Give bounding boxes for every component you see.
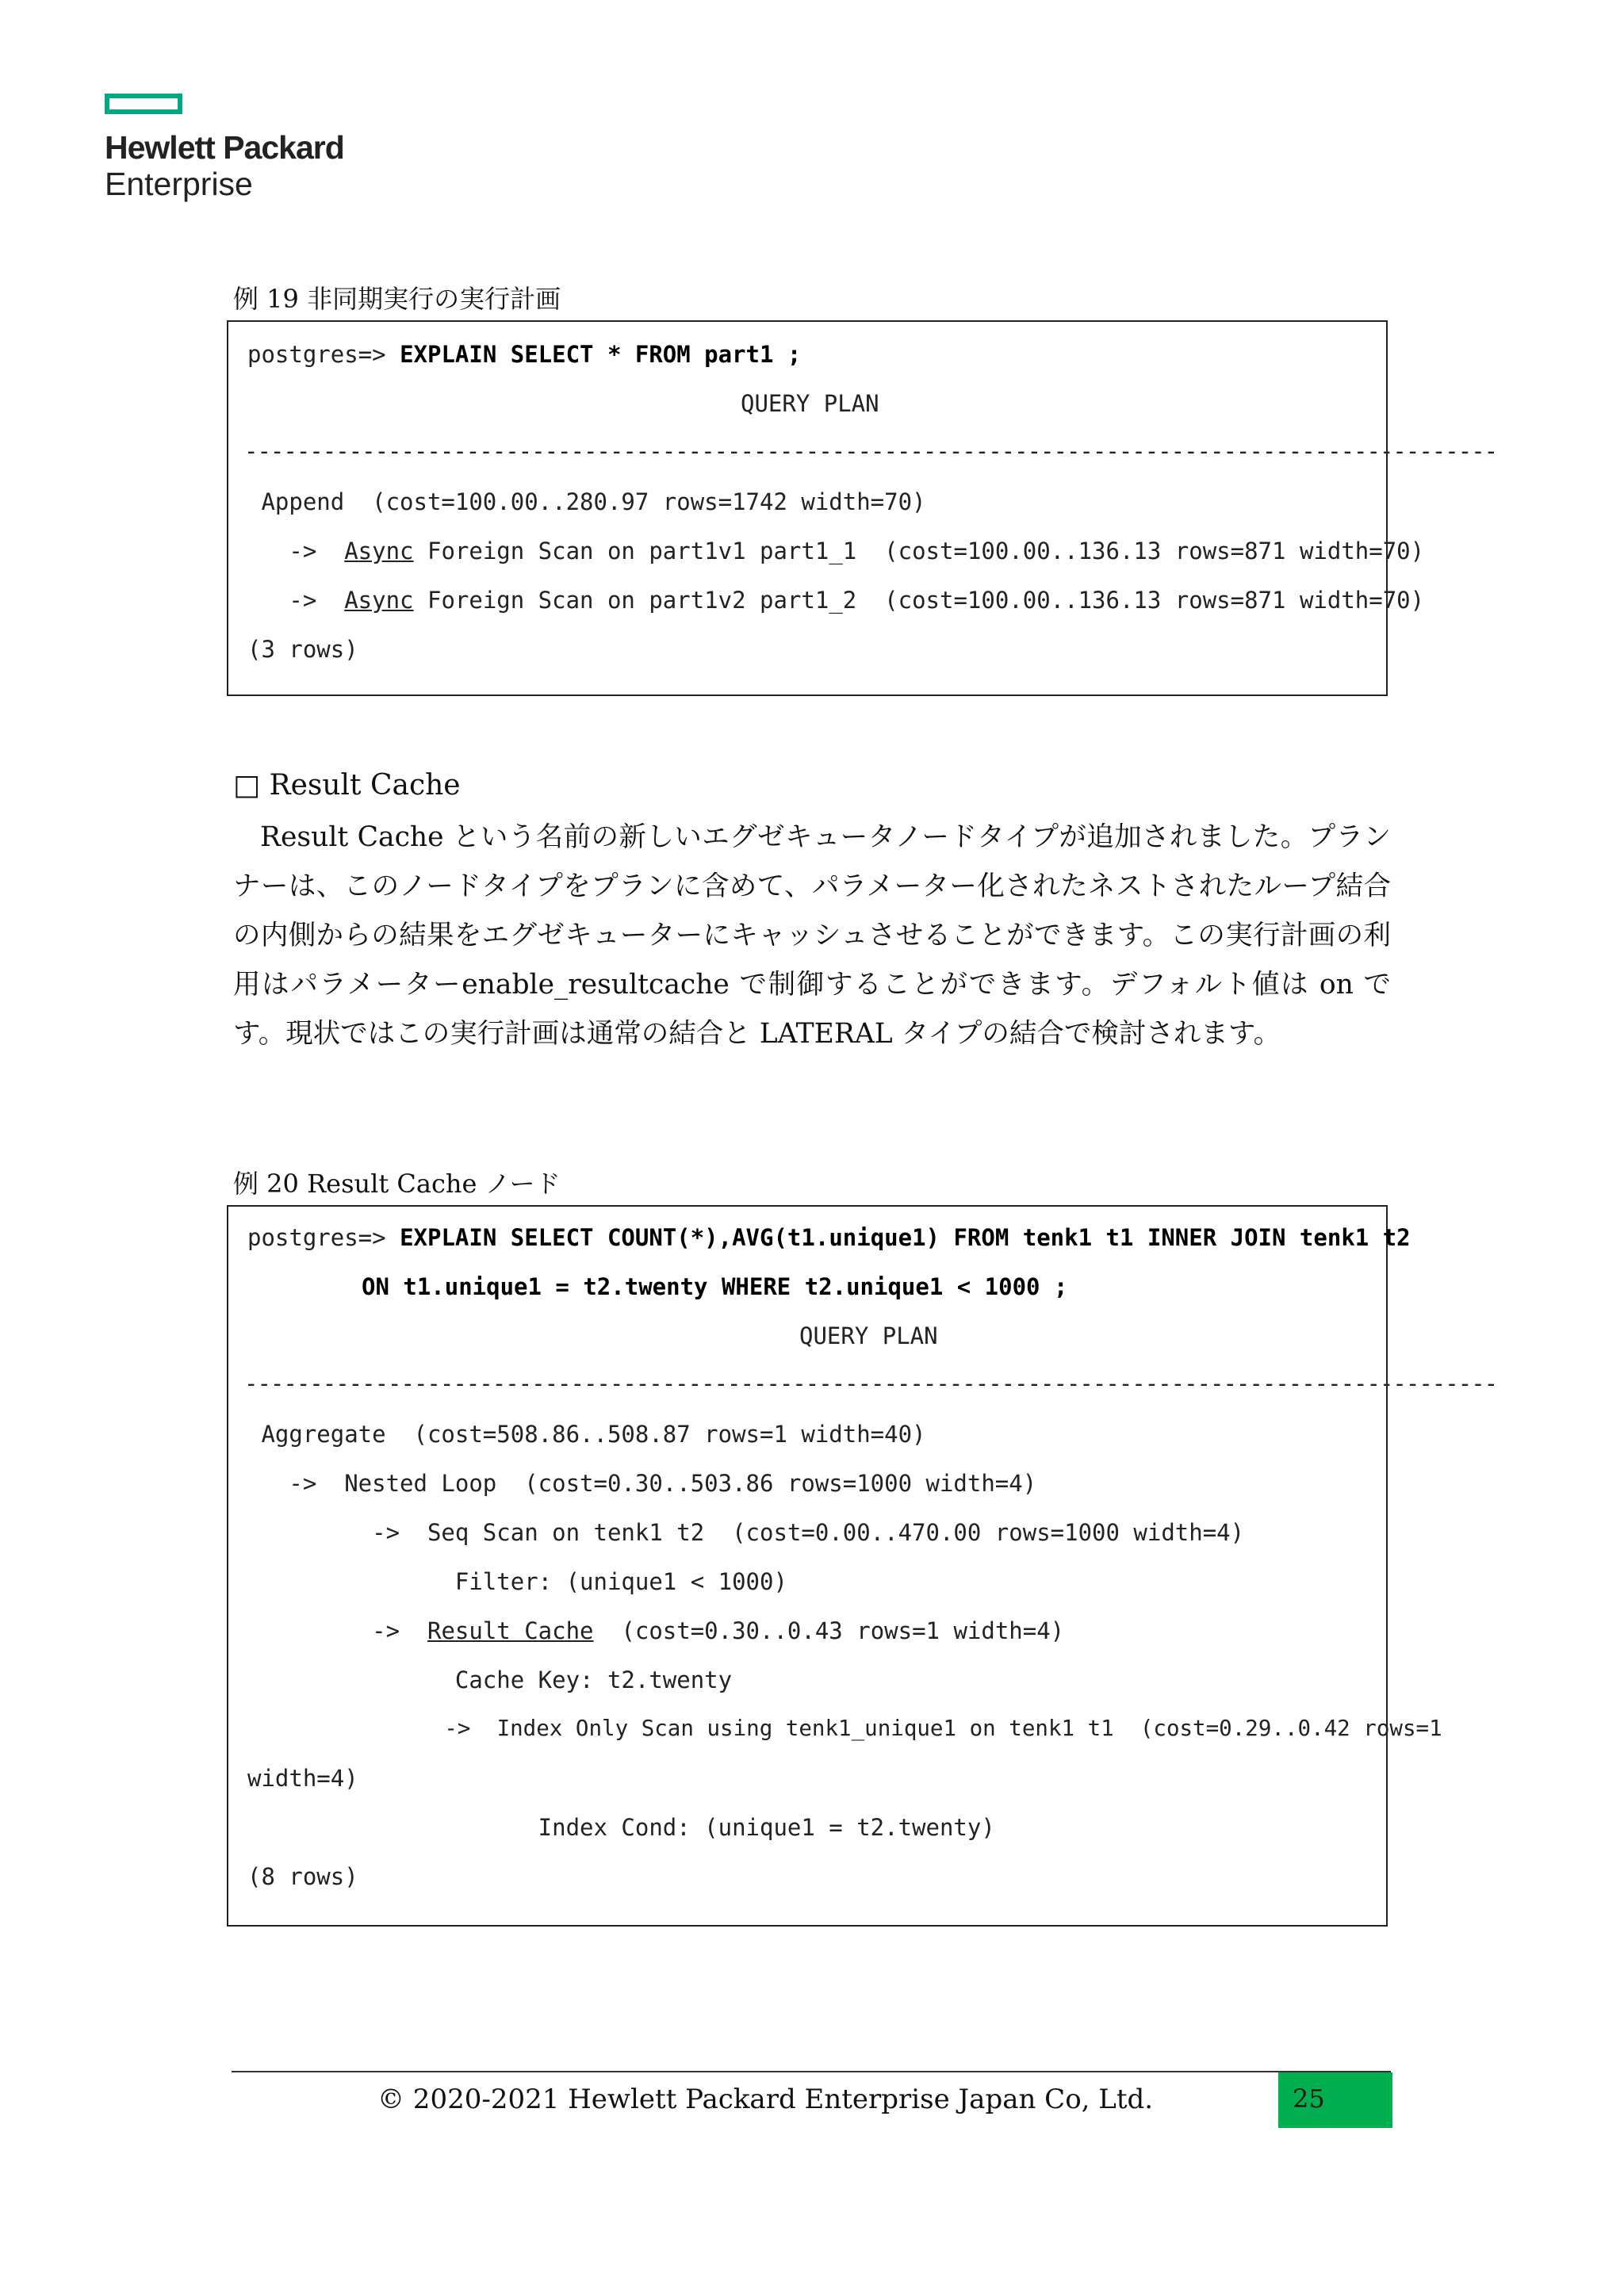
footer-divider (232, 2071, 1391, 2072)
sql-command: EXPLAIN SELECT * FROM part1 ; (385, 341, 802, 368)
plan-line: -> Nested Loop (cost=0.30..503.86 rows=1000 width=4) (247, 1470, 1037, 1497)
section-paragraph (233, 813, 1391, 1058)
plan-line: Aggregate (cost=508.86..508.87 rows=1 width=40) (247, 1421, 926, 1448)
example19-code-block (227, 320, 1498, 696)
separator-line: ------------------------------------------------------------------------------------------------ (244, 438, 1498, 465)
logo-line2: Enterprise (105, 165, 253, 202)
paragraph-text: Result Cache という名前の新しいエグゼキュータノードタイプが追加されました。プランナーは、このノードタイプをプランに含めて、パラメーター化されたネストされたループ結合の内側からの結果をエグゼキューターにキャッシュさせることができます。この実行計画の利用はパラメーターenable_resultcache で制御することができます。デフォルト値は on です。現状ではこの実行計画は通常の結合と LATERAL タイプの結合で検討されます。 (233, 821, 1392, 1050)
plan-line: width=4) (247, 1765, 358, 1792)
sql-command: EXPLAIN SELECT COUNT(*),AVG(t1.unique1) FROM tenk1 t1 INNER JOIN tenk1 t2 (385, 1224, 1411, 1251)
example19-caption: 例 19 非同期実行の実行計画 (233, 284, 561, 314)
section-heading: □ Result Cache (233, 769, 461, 802)
hpe-logo (105, 94, 344, 203)
separator-line: ------------------------------------------------------------------------------------------------ (244, 1370, 1498, 1397)
plan-line: Cache Key: t2.twenty (247, 1667, 733, 1693)
row-count: (8 rows) (247, 1863, 358, 1890)
example20-command-line (247, 1224, 1411, 1251)
logo-line1: Hewlett Packard (105, 129, 344, 166)
plan-line: -> Async Foreign Scan on part1v1 part1_1 (cost=100.00..136.13 rows=871 width=70) (247, 538, 1425, 564)
plan-line: Append (cost=100.00..280.97 rows=1742 width=70) (247, 488, 926, 515)
query-plan-header: QUERY PLAN (741, 390, 879, 417)
async-keyword: Async (344, 538, 414, 564)
sql-command-continuation: ON t1.unique1 = t2.twenty WHERE t2.unique1 < 1000 ; (362, 1273, 1068, 1300)
example20-caption: 例 20 Result Cache ノード (233, 1169, 561, 1199)
example19-command-line (247, 341, 801, 368)
plan-line: Index Cond: (unique1 = t2.twenty) (247, 1814, 995, 1841)
footer-copyright: © 2020-2021 Hewlett Packard Enterprise Japan Co, Ltd. (377, 2084, 1154, 2115)
logo-wordmark (105, 130, 344, 203)
plan-line: Filter: (unique1 < 1000) (247, 1568, 787, 1595)
async-keyword: Async (344, 587, 414, 614)
plan-line: -> Result Cache (cost=0.30..0.43 rows=1 width=4) (247, 1617, 1065, 1644)
plan-line: -> Index Only Scan using tenk1_unique1 on tenk1 t1 (cost=0.29..0.42 rows=1 (247, 1716, 1442, 1741)
result-cache-keyword: Result Cache (427, 1617, 594, 1644)
logo-rectangle-icon (105, 94, 182, 114)
prompt: postgres=> (247, 341, 386, 368)
plan-line: -> Async Foreign Scan on part1v2 part1_2 (cost=100.00..136.13 rows=871 width=70) (247, 587, 1425, 614)
prompt: postgres=> (247, 1224, 386, 1251)
row-count: (3 rows) (247, 636, 358, 663)
query-plan-header: QUERY PLAN (799, 1322, 938, 1349)
example20-code-block (227, 1205, 1498, 1927)
plan-line: -> Seq Scan on tenk1 t2 (cost=0.00..470.00 rows=1000 width=4) (247, 1519, 1245, 1546)
page-number: 25 (1278, 2072, 1392, 2128)
